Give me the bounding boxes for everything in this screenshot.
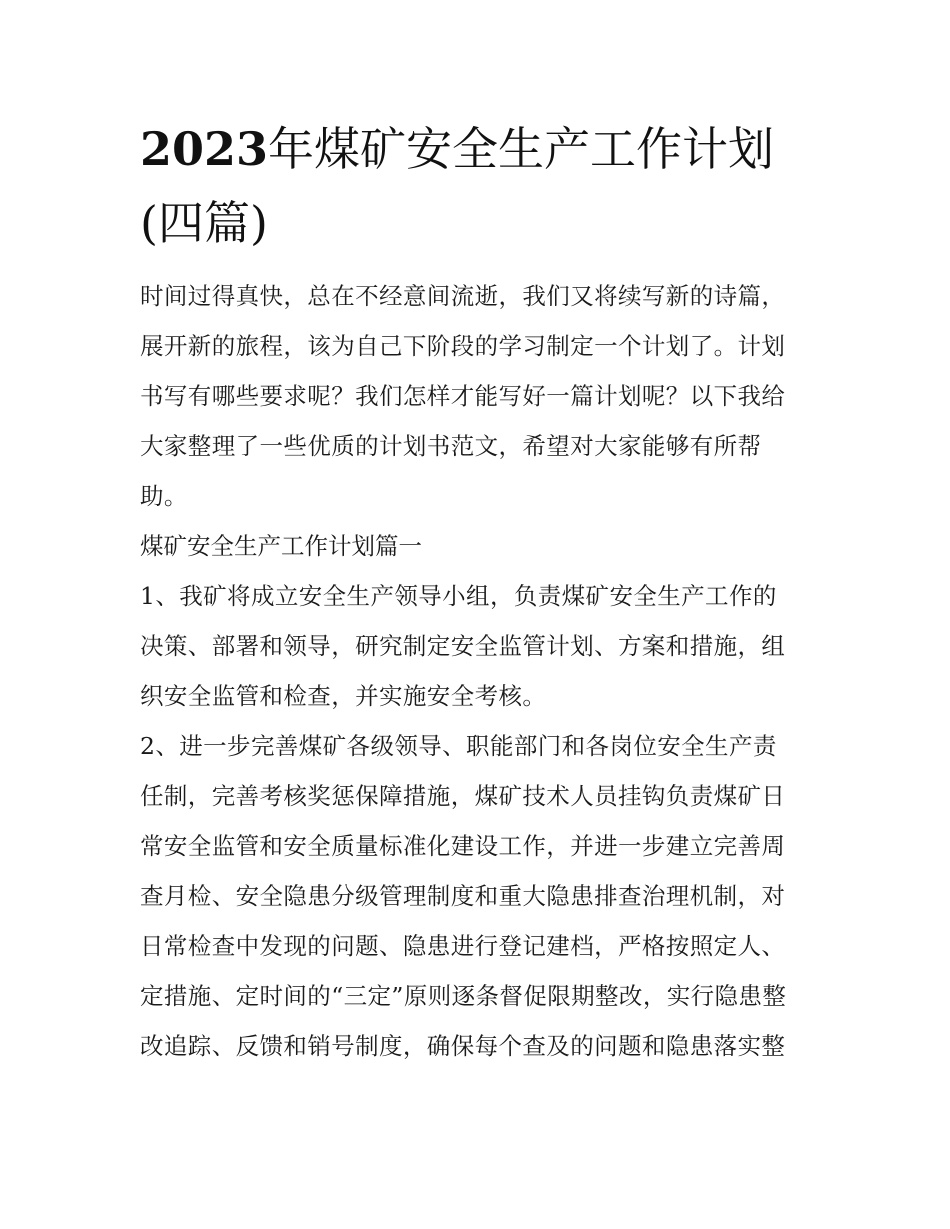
item-2-line: 查月检、安全隐患分级管理制度和重大隐患排查治理机制，对 (140, 882, 786, 910)
document-title (140, 112, 820, 260)
intro-line: 时间过得真快，总在不经意间流逝，我们又将续写新的诗篇， (140, 282, 786, 310)
intro-line: 助。 (140, 482, 188, 510)
item-1-line: 决策、部署和领导，研究制定安全监管计划、方案和措施，组 (140, 632, 786, 660)
intro-paragraph (140, 271, 820, 521)
document-body (140, 112, 820, 1071)
title-year: 2023 (140, 122, 269, 176)
title-line-2: (四篇) (140, 196, 268, 250)
item-2-line: 2、进一步完善煤矿各级领导、职能部门和各岗位安全生产责 (140, 732, 777, 760)
item-2-line: 任制，完善考核奖惩保障措施，煤矿技术人员挂钩负责煤矿日 (140, 782, 786, 810)
item-2-line: 定措施、定时间的“三定”原则逐条督促限期整改，实行隐患整 (140, 982, 787, 1010)
item-1-line: 1、我矿将成立安全生产领导小组，负责煤矿安全生产工作的 (140, 582, 777, 610)
item-1-line: 织安全监管和检查，并实施安全考核。 (140, 682, 547, 710)
item-2-line: 常安全监管和安全质量标准化建设工作，并进一步建立完善周 (140, 832, 786, 860)
item-2-paragraph (140, 721, 820, 1071)
item-1-paragraph (140, 571, 820, 721)
title-line-1 (140, 112, 820, 186)
intro-line: 展开新的旅程，该为自己下阶段的学习制定一个计划了。计划 (140, 332, 786, 360)
item-2-line: 日常检查中发现的问题、隐患进行登记建档，严格按照定人、 (140, 932, 786, 960)
intro-line: 大家整理了一些优质的计划书范文，希望对大家能够有所帮 (140, 432, 762, 460)
item-2-line: 改追踪、反馈和销号制度，确保每个查及的问题和隐患落实整 (140, 1032, 786, 1060)
section-heading: 煤矿安全生产工作计划篇一 (140, 532, 422, 560)
title-text: 年煤矿安全生产工作计划 (268, 122, 775, 176)
intro-line: 书写有哪些要求呢？我们怎样才能写好一篇计划呢？以下我给 (140, 382, 786, 410)
